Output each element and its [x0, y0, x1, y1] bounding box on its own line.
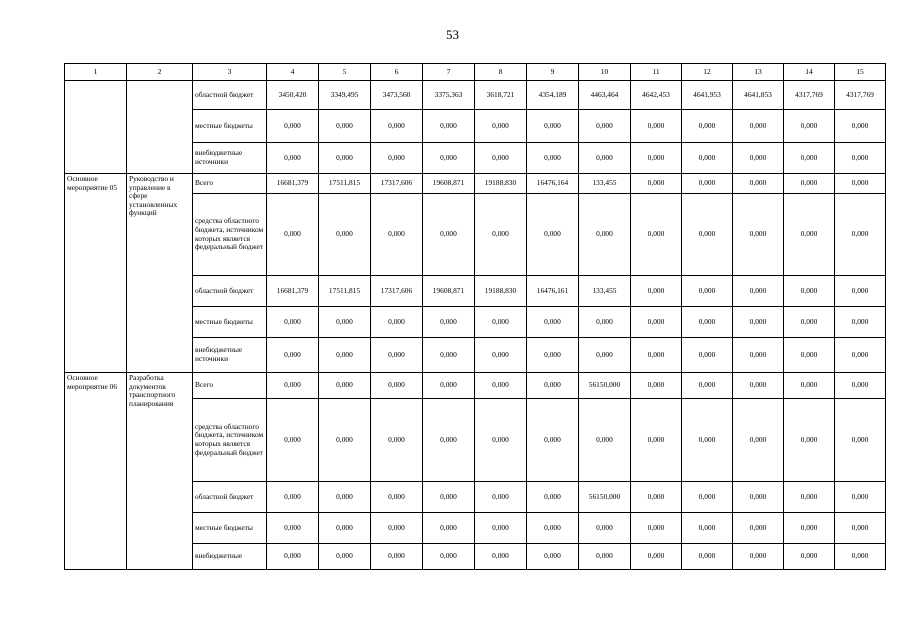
value-cell: 0,000 [682, 482, 733, 513]
value-cell: 0,000 [319, 110, 371, 143]
value-cell: 0,000 [527, 194, 579, 276]
value-cell: 0,000 [475, 544, 527, 570]
header-cell: 8 [475, 64, 527, 81]
value-cell: 133,455 [579, 174, 631, 194]
value-cell: 0,000 [423, 544, 475, 570]
funding-source-cell: местные бюджеты [193, 307, 267, 338]
funding-source-cell: внебюджетные [193, 544, 267, 570]
value-cell: 19188,830 [475, 276, 527, 307]
value-cell: 0,000 [527, 110, 579, 143]
value-cell: 0,000 [682, 276, 733, 307]
value-cell: 0,000 [733, 399, 784, 482]
value-cell: 0,000 [371, 373, 423, 399]
value-cell: 0,000 [784, 110, 835, 143]
value-cell: 0,000 [733, 194, 784, 276]
value-cell: 0,000 [319, 399, 371, 482]
value-cell: 19608,871 [423, 276, 475, 307]
value-cell: 4317,769 [784, 81, 835, 110]
value-cell: 0,000 [475, 482, 527, 513]
value-cell: 0,000 [319, 482, 371, 513]
value-cell: 19188,830 [475, 174, 527, 194]
value-cell: 0,000 [784, 174, 835, 194]
header-cell: 6 [371, 64, 423, 81]
value-cell: 0,000 [784, 338, 835, 373]
value-cell: 0,000 [631, 513, 682, 544]
value-cell: 0,000 [267, 513, 319, 544]
value-cell: 0,000 [267, 338, 319, 373]
value-cell: 0,000 [319, 143, 371, 174]
value-cell: 0,000 [527, 544, 579, 570]
value-cell: 0,000 [319, 544, 371, 570]
measure-cell: Основное мероприятие 06 [65, 373, 127, 570]
funding-source-cell: средства областного бюджета, источником которых является федеральный бюджет [193, 399, 267, 482]
value-cell: 0,000 [527, 373, 579, 399]
value-cell: 56150,000 [579, 373, 631, 399]
funding-source-cell: средства областного бюджета, источником которых является федеральный бюджет [193, 194, 267, 276]
value-cell: 0,000 [579, 513, 631, 544]
funding-source-cell: внебюджетные источники [193, 143, 267, 174]
funding-source-cell: местные бюджеты [193, 513, 267, 544]
value-cell: 16476,164 [527, 174, 579, 194]
value-cell: 0,000 [579, 338, 631, 373]
value-cell: 0,000 [682, 513, 733, 544]
table-row [65, 373, 886, 399]
value-cell: 0,000 [423, 482, 475, 513]
value-cell: 0,000 [682, 174, 733, 194]
header-cell: 1 [65, 64, 127, 81]
value-cell: 0,000 [784, 399, 835, 482]
value-cell: 0,000 [784, 307, 835, 338]
measure-name-cell [127, 81, 193, 174]
header-cell: 11 [631, 64, 682, 81]
value-cell: 0,000 [733, 174, 784, 194]
header-cell: 15 [835, 64, 886, 81]
value-cell: 0,000 [371, 482, 423, 513]
table-row [65, 81, 886, 110]
value-cell: 0,000 [835, 482, 886, 513]
value-cell: 0,000 [631, 143, 682, 174]
value-cell: 0,000 [835, 544, 886, 570]
value-cell: 0,000 [733, 143, 784, 174]
header-cell: 9 [527, 64, 579, 81]
value-cell: 0,000 [784, 373, 835, 399]
value-cell: 0,000 [733, 373, 784, 399]
value-cell: 0,000 [475, 399, 527, 482]
header-cell: 4 [267, 64, 319, 81]
value-cell: 0,000 [423, 307, 475, 338]
value-cell: 17317,606 [371, 276, 423, 307]
value-cell: 0,000 [835, 174, 886, 194]
value-cell: 0,000 [631, 544, 682, 570]
header-cell: 10 [579, 64, 631, 81]
value-cell: 0,000 [631, 174, 682, 194]
header-cell: 5 [319, 64, 371, 81]
value-cell: 0,000 [475, 110, 527, 143]
value-cell: 0,000 [267, 110, 319, 143]
value-cell: 0,000 [784, 143, 835, 174]
value-cell: 0,000 [267, 143, 319, 174]
value-cell: 17511,815 [319, 174, 371, 194]
value-cell: 0,000 [267, 307, 319, 338]
value-cell: 0,000 [527, 143, 579, 174]
value-cell: 0,000 [527, 399, 579, 482]
value-cell: 3473,560 [371, 81, 423, 110]
funding-source-cell: внебюджетные источники [193, 338, 267, 373]
value-cell: 0,000 [835, 373, 886, 399]
value-cell: 0,000 [733, 110, 784, 143]
value-cell: 0,000 [631, 399, 682, 482]
value-cell: 16476,161 [527, 276, 579, 307]
value-cell: 0,000 [579, 194, 631, 276]
measure-cell [65, 81, 127, 174]
value-cell: 0,000 [475, 307, 527, 338]
value-cell: 4317,769 [835, 81, 886, 110]
funding-source-cell: областной бюджет [193, 482, 267, 513]
value-cell: 0,000 [319, 194, 371, 276]
value-cell: 0,000 [527, 482, 579, 513]
value-cell: 0,000 [475, 194, 527, 276]
value-cell: 0,000 [733, 482, 784, 513]
value-cell: 0,000 [682, 110, 733, 143]
value-cell: 0,000 [784, 482, 835, 513]
value-cell: 0,000 [371, 338, 423, 373]
value-cell: 0,000 [682, 194, 733, 276]
value-cell: 0,000 [784, 544, 835, 570]
value-cell: 3349,495 [319, 81, 371, 110]
header-cell: 7 [423, 64, 475, 81]
value-cell: 0,000 [835, 338, 886, 373]
budget-table [64, 63, 886, 570]
value-cell: 0,000 [423, 373, 475, 399]
value-cell: 0,000 [267, 194, 319, 276]
funding-source-cell: областной бюджет [193, 276, 267, 307]
value-cell: 0,000 [267, 399, 319, 482]
funding-source-cell: местные бюджеты [193, 110, 267, 143]
value-cell: 0,000 [631, 307, 682, 338]
value-cell: 56150,000 [579, 482, 631, 513]
funding-source-cell: областной бюджет [193, 81, 267, 110]
funding-source-cell: Всего [193, 174, 267, 194]
value-cell: 0,000 [423, 194, 475, 276]
value-cell: 19608,871 [423, 174, 475, 194]
value-cell: 0,000 [319, 373, 371, 399]
value-cell: 0,000 [733, 544, 784, 570]
header-cell: 2 [127, 64, 193, 81]
measure-name-cell: Руководство и управление в сфере установленных функций [127, 174, 193, 373]
value-cell: 16681,379 [267, 276, 319, 307]
value-cell: 0,000 [835, 143, 886, 174]
value-cell: 0,000 [631, 194, 682, 276]
value-cell: 3618,721 [475, 81, 527, 110]
value-cell: 0,000 [371, 399, 423, 482]
value-cell: 0,000 [682, 143, 733, 174]
value-cell: 0,000 [475, 373, 527, 399]
value-cell: 0,000 [631, 338, 682, 373]
value-cell: 0,000 [527, 307, 579, 338]
header-cell: 3 [193, 64, 267, 81]
value-cell: 0,000 [423, 338, 475, 373]
value-cell: 17511,815 [319, 276, 371, 307]
value-cell: 0,000 [371, 544, 423, 570]
value-cell: 4642,453 [631, 81, 682, 110]
value-cell: 0,000 [371, 194, 423, 276]
page-number: 53 [446, 27, 459, 42]
value-cell: 0,000 [579, 399, 631, 482]
value-cell: 0,000 [579, 143, 631, 174]
table-row [65, 174, 886, 194]
value-cell: 0,000 [475, 513, 527, 544]
value-cell: 0,000 [733, 513, 784, 544]
value-cell: 0,000 [319, 338, 371, 373]
value-cell: 0,000 [784, 194, 835, 276]
value-cell: 0,000 [319, 513, 371, 544]
measure-cell: Основное мероприятие 05 [65, 174, 127, 373]
value-cell: 0,000 [631, 110, 682, 143]
value-cell: 4641,853 [733, 81, 784, 110]
value-cell: 0,000 [319, 307, 371, 338]
value-cell: 0,000 [682, 338, 733, 373]
value-cell: 4463,464 [579, 81, 631, 110]
value-cell: 0,000 [423, 399, 475, 482]
header-cell: 14 [784, 64, 835, 81]
value-cell: 0,000 [371, 513, 423, 544]
value-cell: 0,000 [423, 143, 475, 174]
funding-source-cell: Всего [193, 373, 267, 399]
value-cell: 0,000 [423, 513, 475, 544]
value-cell: 0,000 [682, 307, 733, 338]
value-cell: 0,000 [579, 307, 631, 338]
value-cell: 0,000 [835, 399, 886, 482]
value-cell: 0,000 [527, 338, 579, 373]
measure-name-cell: Разработка документов транспортного планирования [127, 373, 193, 570]
value-cell: 0,000 [835, 307, 886, 338]
value-cell: 0,000 [784, 513, 835, 544]
value-cell: 0,000 [475, 143, 527, 174]
header-cell: 13 [733, 64, 784, 81]
value-cell: 0,000 [527, 513, 579, 544]
value-cell: 0,000 [835, 110, 886, 143]
value-cell: 0,000 [579, 544, 631, 570]
value-cell: 16681,379 [267, 174, 319, 194]
value-cell: 0,000 [267, 544, 319, 570]
value-cell: 0,000 [579, 110, 631, 143]
value-cell: 0,000 [733, 338, 784, 373]
value-cell: 17317,606 [371, 174, 423, 194]
value-cell: 0,000 [733, 307, 784, 338]
value-cell: 4354,189 [527, 81, 579, 110]
value-cell: 0,000 [682, 399, 733, 482]
value-cell: 0,000 [267, 482, 319, 513]
value-cell: 0,000 [631, 276, 682, 307]
value-cell: 0,000 [733, 276, 784, 307]
value-cell: 0,000 [371, 110, 423, 143]
value-cell: 0,000 [835, 194, 886, 276]
value-cell: 0,000 [371, 307, 423, 338]
value-cell: 0,000 [835, 276, 886, 307]
value-cell: 4641,953 [682, 81, 733, 110]
table-body [65, 81, 886, 570]
value-cell: 0,000 [423, 110, 475, 143]
header-cell: 12 [682, 64, 733, 81]
value-cell: 0,000 [631, 482, 682, 513]
value-cell: 0,000 [371, 143, 423, 174]
value-cell: 0,000 [682, 544, 733, 570]
value-cell: 0,000 [835, 513, 886, 544]
value-cell: 3375,363 [423, 81, 475, 110]
value-cell: 0,000 [682, 373, 733, 399]
value-cell: 0,000 [267, 373, 319, 399]
value-cell: 133,455 [579, 276, 631, 307]
value-cell: 0,000 [631, 373, 682, 399]
value-cell: 0,000 [784, 276, 835, 307]
value-cell: 3450,420 [267, 81, 319, 110]
header-row [65, 64, 886, 81]
value-cell: 0,000 [475, 338, 527, 373]
